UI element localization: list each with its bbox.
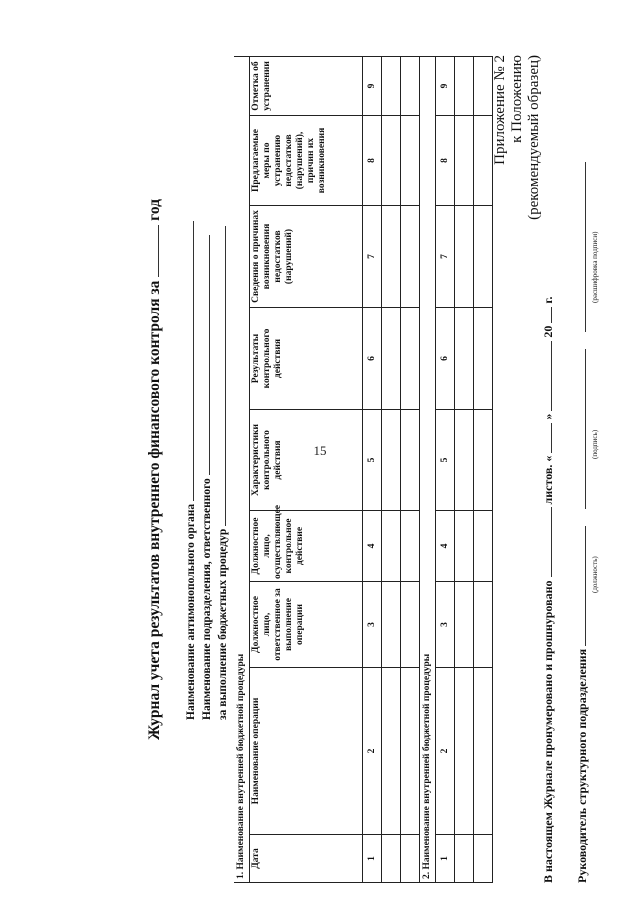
transcript-blank bbox=[574, 162, 586, 332]
table-row bbox=[474, 56, 493, 882]
table-cell[interactable] bbox=[474, 410, 493, 511]
day-blank bbox=[540, 423, 552, 453]
year-prefix: 20 bbox=[541, 325, 555, 338]
annex-block bbox=[492, 55, 543, 305]
table-cell[interactable] bbox=[455, 410, 474, 511]
table-cell[interactable] bbox=[474, 116, 493, 206]
sheets-count-blank bbox=[540, 507, 552, 577]
table-row bbox=[401, 56, 420, 882]
org-label: Наименование антимонопольного органа bbox=[185, 503, 197, 720]
column-number: 5 bbox=[363, 410, 382, 511]
table-cell[interactable] bbox=[401, 410, 420, 511]
table-cell[interactable] bbox=[401, 835, 420, 883]
column-number: 8 bbox=[436, 116, 455, 206]
header-control-characteristics: Характеристики контрольного действия bbox=[250, 410, 363, 511]
table-cell[interactable] bbox=[382, 511, 401, 582]
table-cell[interactable] bbox=[474, 308, 493, 410]
table-cell[interactable] bbox=[455, 56, 474, 115]
table-cell[interactable] bbox=[401, 668, 420, 835]
position-blank bbox=[574, 526, 586, 646]
quote-close: » bbox=[541, 413, 555, 420]
column-number: 7 bbox=[436, 206, 455, 308]
column-number: 9 bbox=[436, 56, 455, 115]
unit-label-line-1: Наименование подразделения, ответственного bbox=[201, 478, 213, 720]
column-number: 4 bbox=[436, 511, 455, 582]
table-cell[interactable] bbox=[474, 206, 493, 308]
column-number: 1 bbox=[436, 835, 455, 883]
title-year-suffix: год bbox=[146, 199, 163, 221]
section-2-row bbox=[420, 56, 436, 882]
table-cell[interactable] bbox=[382, 835, 401, 883]
title-text: Журнал учета результатов внутреннего финансового контроля за bbox=[146, 280, 163, 740]
column-number: 2 bbox=[436, 668, 455, 835]
column-number: 7 bbox=[363, 206, 382, 308]
month-blank bbox=[540, 341, 552, 411]
column-number: 6 bbox=[436, 308, 455, 410]
table-cell[interactable] bbox=[401, 116, 420, 206]
annex-line-3: (рекомендуемый образец) bbox=[526, 55, 542, 220]
table-cell[interactable] bbox=[382, 308, 401, 410]
header-proposed-measures: Предлагаемые меры по устранению недостатков (нарушений), причин их возникновения bbox=[250, 116, 363, 206]
table-cell[interactable] bbox=[401, 206, 420, 308]
table-cell[interactable] bbox=[401, 56, 420, 115]
column-number: 2 bbox=[363, 668, 382, 835]
journal-title bbox=[146, 199, 164, 740]
table-row bbox=[455, 56, 474, 882]
signature-blank bbox=[574, 349, 586, 509]
column-number-row bbox=[363, 56, 382, 882]
column-number: 3 bbox=[363, 582, 382, 668]
section-1-title: 1. Наименование внутренней бюджетной процедуры bbox=[234, 56, 250, 882]
column-number: 6 bbox=[363, 308, 382, 410]
org-blank-line bbox=[182, 221, 194, 501]
rotated-page-content bbox=[0, 45, 640, 905]
year-blank bbox=[540, 307, 552, 323]
header-date: Дата bbox=[250, 835, 363, 883]
section-2-title: 2. Наименование внутренней бюджетной процедуры bbox=[420, 56, 436, 882]
sheets-label: листов. bbox=[541, 464, 555, 505]
quote-open: « bbox=[541, 455, 555, 462]
caption-position: (должность) bbox=[591, 556, 599, 593]
column-number: 4 bbox=[363, 511, 382, 582]
column-number: 3 bbox=[436, 582, 455, 668]
table-cell[interactable] bbox=[382, 410, 401, 511]
column-number-row bbox=[436, 56, 455, 882]
column-number: 1 bbox=[363, 835, 382, 883]
table-cell[interactable] bbox=[474, 56, 493, 115]
unit-blank-line-1 bbox=[198, 235, 210, 475]
header-operation-name: Наименование операции bbox=[250, 668, 363, 835]
journal-table bbox=[234, 56, 493, 883]
table-cell[interactable] bbox=[401, 582, 420, 668]
header-causes-info: Сведения о причинах возникновения недостатков (нарушений) bbox=[250, 206, 363, 308]
year-suffix: г. bbox=[541, 296, 555, 304]
table-cell[interactable] bbox=[382, 582, 401, 668]
table-cell[interactable] bbox=[474, 582, 493, 668]
table-cell[interactable] bbox=[382, 206, 401, 308]
table-cell[interactable] bbox=[382, 116, 401, 206]
year-blank-line bbox=[147, 225, 159, 277]
table-cell[interactable] bbox=[455, 835, 474, 883]
caption-transcript: (расшифровка подписи) bbox=[591, 231, 599, 303]
table-cell[interactable] bbox=[474, 668, 493, 835]
caption-signature: (подпись) bbox=[591, 429, 599, 459]
organization-block bbox=[182, 221, 230, 720]
column-number: 9 bbox=[363, 56, 382, 115]
head-signature-line bbox=[574, 162, 590, 883]
annex-line-2: к Положению bbox=[509, 55, 525, 143]
table-cell[interactable] bbox=[455, 511, 474, 582]
table-cell[interactable] bbox=[455, 116, 474, 206]
table-cell[interactable] bbox=[455, 206, 474, 308]
header-row bbox=[250, 56, 363, 882]
table-cell[interactable] bbox=[382, 668, 401, 835]
table-cell[interactable] bbox=[401, 308, 420, 410]
table-cell[interactable] bbox=[455, 308, 474, 410]
numbered-statement bbox=[540, 296, 556, 883]
unit-blank-line-2 bbox=[214, 226, 226, 526]
unit-label-line-2: за выполнение бюджетных процедур bbox=[217, 528, 229, 720]
numbered-text: В настоящем Журнале пронумеровано и прошнуровано bbox=[541, 580, 555, 883]
header-responsible-official: Должностное лицо, ответственное за выполнение операции bbox=[250, 582, 363, 668]
header-control-results: Результаты контрольного действия bbox=[250, 308, 363, 410]
table-row bbox=[382, 56, 401, 882]
header-controlling-official: Должностное лицо, осуществляющее контрольное действие bbox=[250, 511, 363, 582]
header-elimination-mark: Отметка об устранении bbox=[250, 56, 363, 115]
table-cell[interactable] bbox=[455, 668, 474, 835]
table-cell[interactable] bbox=[474, 835, 493, 883]
table-cell[interactable] bbox=[401, 511, 420, 582]
table-cell[interactable] bbox=[474, 511, 493, 582]
column-number: 8 bbox=[363, 116, 382, 206]
table-cell[interactable] bbox=[455, 582, 474, 668]
column-number: 5 bbox=[436, 410, 455, 511]
section-1-row bbox=[234, 56, 250, 882]
head-label: Руководитель структурного подразделения bbox=[575, 648, 589, 883]
page-number: 15 bbox=[313, 443, 327, 458]
annex-line-1: Приложение № 2 bbox=[492, 55, 508, 165]
table-cell[interactable] bbox=[382, 56, 401, 115]
